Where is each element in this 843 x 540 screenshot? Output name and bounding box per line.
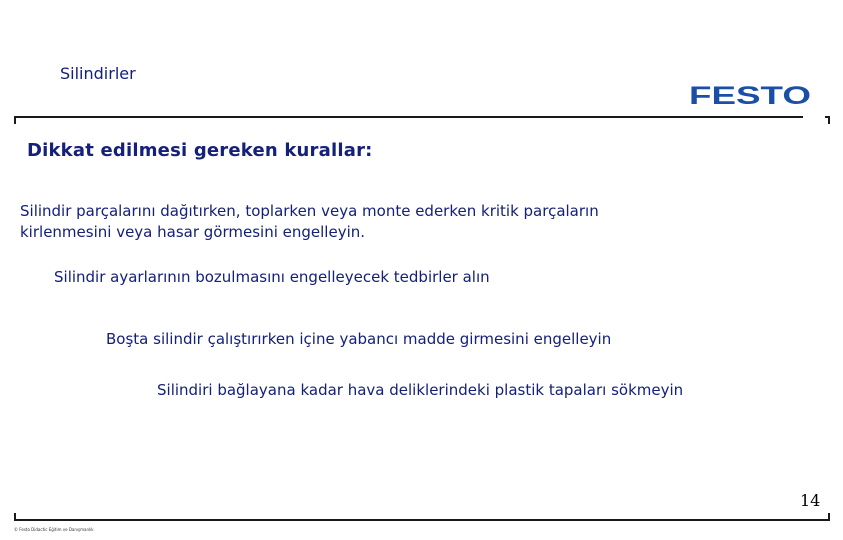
rule-paragraph-2: Silindir ayarlarının bozulmasını engelleyecek tedbirler alın [54,268,490,286]
slide-heading: Dikkat edilmesi gereken kurallar: [27,140,373,161]
rule-paragraph-4: Silindiri bağlayana kadar hava deliklerindeki plastik tapaları sökmeyin [157,381,684,399]
rule-paragraph-3: Boşta silindir çalıştırırken içine yabancı madde girmesini engelleyin [106,330,612,348]
festo-logo [689,82,813,108]
copyright-notice: © Festo Didactic Eğitim ve Danışmanlık [14,527,94,532]
rule-paragraph-1-line-2: kirlenmesini veya hasar görmesini engelleyin. [20,223,366,241]
page-number: 14 [800,491,821,510]
rule-paragraph-1-line-1: Silindir parçalarını dağıtırken, toplarken veya monte ederken kritik parçaların [20,202,599,220]
bottom-divider [14,519,830,521]
top-divider-gap [803,115,825,119]
top-divider-tick-right [828,116,830,124]
top-divider [14,116,830,118]
festo-logo-text: FESTO [689,82,811,108]
bottom-divider-tick-left [14,513,16,521]
bottom-divider-tick-right [828,513,830,521]
rule-paragraph-1 [20,201,599,243]
section-title: Silindirler [60,64,136,83]
top-divider-tick-left [14,116,16,124]
